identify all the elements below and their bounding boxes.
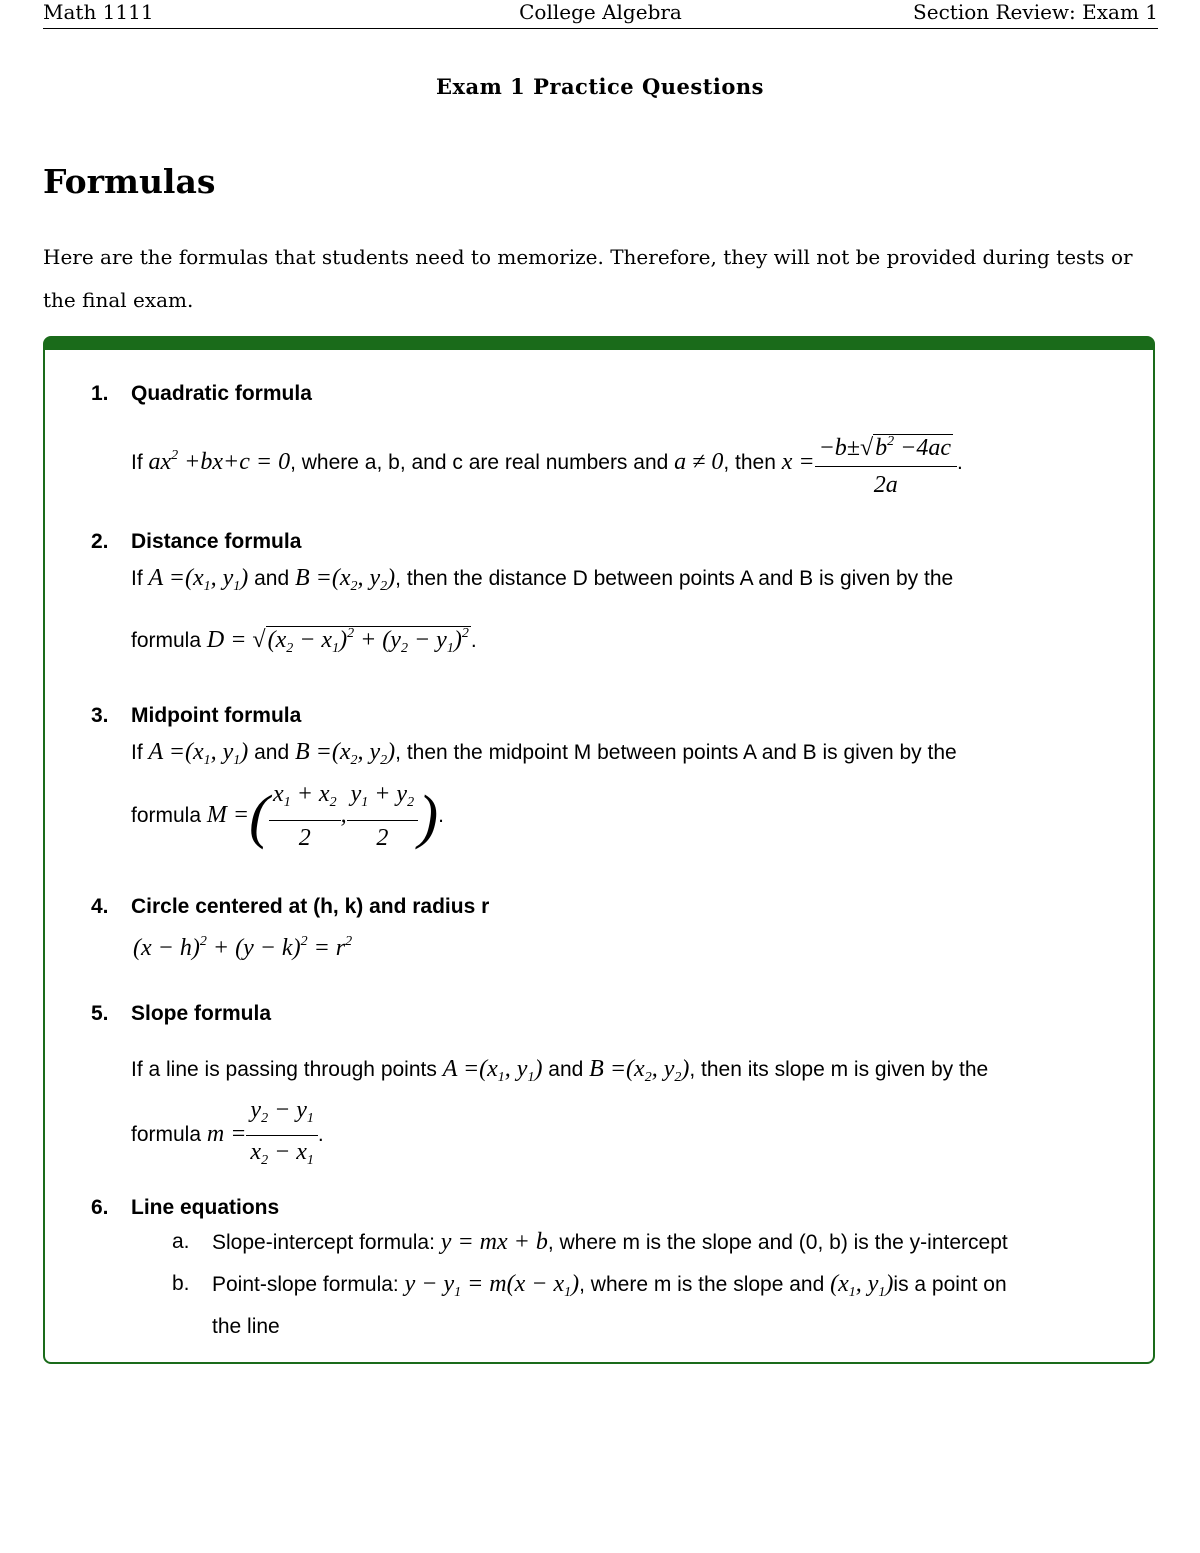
- text: formula: [131, 629, 207, 652]
- text: and: [248, 567, 295, 590]
- text: , where m is the slope and: [579, 1273, 831, 1296]
- sub-item-letter: b.: [172, 1272, 190, 1295]
- text: , then its slope m is given by the: [689, 1058, 989, 1081]
- slope-intercept-line: [212, 1228, 1008, 1257]
- text: and: [542, 1058, 590, 1081]
- section-label: Section Review: Exam 1: [913, 0, 1158, 24]
- point-a: $A =(x_1$, $y_1$): [148, 739, 249, 768]
- midpoint-formula-line: formula M =( $\frac{x_1 + x_2}{2}$ , $\frac{y_1 + y_2}{2}$ ).: [131, 776, 444, 855]
- condition: a ≠ 0: [674, 449, 724, 475]
- distance-condition-line: [131, 564, 953, 601]
- point-slope-tail: the line: [212, 1315, 280, 1338]
- distance-formula-line: formula $D = √(x_2 - x_1)^2 + (y_2 - y_1)^2$.: [131, 626, 477, 656]
- text: , where a, b, and c are real numbers and: [290, 451, 675, 474]
- course-name: College Algebra: [519, 0, 682, 24]
- item-number: 1.: [91, 382, 109, 405]
- item-number: 3.: [91, 704, 109, 727]
- point-a: $A =(x_1$, $y_1$): [442, 1056, 543, 1085]
- intro-paragraph: Here are the formulas that students need to memorize. Therefore, they will not be provided during tests or the final exam.: [43, 245, 1133, 312]
- point-a: $A =(x_1$, $y_1$): [148, 565, 249, 594]
- midpoint-condition-line: [131, 738, 957, 775]
- item-title: Line equations: [131, 1196, 280, 1219]
- text: If a line is passing through points: [131, 1058, 443, 1081]
- course-number: Math 1111: [43, 0, 154, 24]
- item-title: Slope formula: [131, 1002, 272, 1025]
- equation: $ax^2 +bx+c = 0$: [148, 448, 291, 475]
- text: formula: [131, 1123, 207, 1147]
- quadratic-solution: x = $\frac{-b\pm√b^2 -4ac}{2a}$: [782, 449, 957, 475]
- sub-item-letter: a.: [172, 1230, 190, 1253]
- text: Point-slope formula:: [212, 1273, 405, 1296]
- text: , then: [723, 451, 782, 474]
- slope-condition-line: [131, 1055, 988, 1092]
- item-number: 6.: [91, 1196, 109, 1219]
- point-slope-equation: $y - y_1 = m(x - x_1)$: [404, 1271, 580, 1300]
- page-header: [43, 0, 1158, 29]
- quadratic-formula-line: If $ax^2 +bx+c = 0$, where a, b, and c are real numbers and a ≠ 0, then x = $\frac{-b\pm√b^2 -4ac}{2a}$ .: [131, 416, 963, 503]
- point-slope-line: [212, 1270, 1007, 1307]
- document-title: Exam 1 Practice Questions: [436, 74, 764, 99]
- slope-formula-line: formula m = $\frac{y_2 - y_1}{x_2 - x_1}$ .: [131, 1094, 324, 1177]
- item-number: 2.: [91, 530, 109, 553]
- point: ($x_1$, $y_1$): [830, 1271, 894, 1300]
- circle-equation: $(x - h)^2 + (y - k)^2 = r^2$: [133, 934, 353, 961]
- point-b: $B =(x_2$, $y_2$): [589, 1056, 690, 1085]
- item-number: 4.: [91, 895, 109, 918]
- item-title: Distance formula: [131, 530, 302, 553]
- slope-equation: m = $\frac{y_2 - y_1}{x_2 - x_1}$: [207, 1121, 318, 1147]
- point-b: $B =(x_2$, $y_2$): [294, 739, 396, 768]
- text: , then the distance D between points A and B is given by the: [395, 567, 954, 590]
- item-number: 5.: [91, 1002, 109, 1025]
- text: If: [131, 741, 149, 764]
- text: and: [248, 741, 295, 764]
- text: If: [131, 451, 149, 474]
- text: If: [131, 567, 149, 590]
- point-b: $B =(x_2$, $y_2$): [294, 565, 396, 594]
- text: , then the midpoint M between points A and B is given by the: [395, 741, 957, 764]
- item-title: Quadratic formula: [131, 382, 312, 405]
- item-title: Circle centered at (h, k) and radius r: [131, 895, 490, 918]
- text: Slope-intercept formula:: [212, 1231, 441, 1254]
- text: is a point on: [893, 1273, 1007, 1296]
- section-heading: Formulas: [43, 162, 216, 201]
- distance-equation: $D = √(x_2 - x_1)^2 + (y_2 - y_1)^2$: [206, 626, 469, 656]
- text: , where m is the slope and (0, b) is the y-intercept: [547, 1231, 1008, 1254]
- text: formula: [131, 804, 207, 827]
- item-title: Midpoint formula: [131, 704, 302, 727]
- midpoint-equation: M =( $\frac{x_1 + x_2}{2}$ , $\frac{y_1 + y_2}{2}$ ): [207, 802, 438, 828]
- slope-intercept-equation: y = mx + b: [440, 1229, 548, 1255]
